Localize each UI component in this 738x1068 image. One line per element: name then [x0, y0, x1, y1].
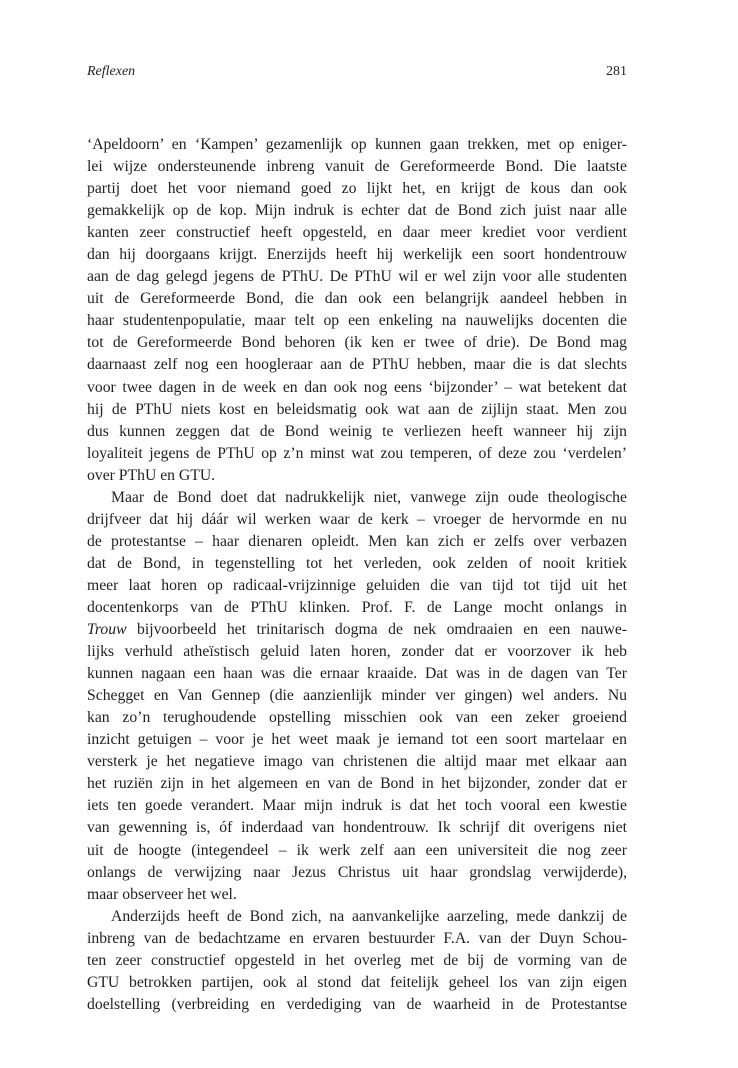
text-line: de protestantse – haar dienaren opleidt. Men kan zich er zelfs over verbazen	[87, 532, 627, 550]
text-line: dat de Bond, in tegenstelling tot het verleden, ook zelden of nooit kritiek	[87, 554, 627, 572]
text-line: inzicht getuigen – voor je het weet maak je iemand tot een soort martelaar en	[87, 731, 627, 749]
text-line: het ruziën zijn in het algemeen en van de Bond in het bijzonder, zonder dat er	[87, 775, 627, 793]
text-line: kunnen nagaan een haan was die ernaar kraaide. Dat was in de dagen van Ter	[87, 665, 627, 683]
text-line: daarnaast zelf nog een hoogleraar aan de PThU hebben, maar die is dat slechts	[87, 356, 627, 374]
text-line: iets ten goede verandert. Maar mijn indruk is dat het toch vooral een kwestie	[87, 797, 627, 815]
text-line: lijks verhuld atheïstisch geluid laten horen, zonder dat er voorzover ik heb	[87, 643, 627, 661]
text-line: Schegget en Van Gennep (die aanzienlijk minder ver gingen) wel anders. Nu	[87, 687, 627, 705]
text-line: uit de hoogte (integendeel – ik werk zelf aan een universiteit die nog zeer	[87, 841, 627, 859]
paragraph-3	[87, 906, 627, 1016]
page-number: 281	[606, 64, 627, 79]
paragraph-1	[87, 134, 627, 487]
text-line: maar observeer het wel.	[87, 885, 237, 903]
text-line: dan hij doorgaans krijgt. Enerzijds heeft hij werkelijk een soort hondentrouw	[87, 246, 627, 264]
running-head	[87, 64, 627, 84]
text-line: tot de Gereformeerde Bond behoren (ik ken er twee of drie). De Bond mag	[87, 334, 627, 352]
text-fragment: bijvoorbeeld het trinitarisch dogma de nek omdraaien en een nauwe-	[137, 621, 628, 639]
italic-word: Trouw	[87, 621, 127, 639]
text-line: ‘Apeldoorn’ en ‘Kampen’ gezamenlijk op kunnen gaan trekken, met op eniger-	[87, 136, 627, 153]
text-line: aan de dag gelegd jegens de PThU. De PThU wil er wel zijn voor alle studenten	[87, 268, 627, 286]
text-line: dus kunnen zeggen dat de Bond weinig te verliezen heeft wanneer hij zijn	[87, 422, 627, 440]
text-line: meer laat horen op radicaal-vrijzinnige geluiden die van tijd tot tijd uit het	[87, 576, 627, 594]
text-line: GTU betrokken partijen, ook al stond dat feitelijk geheel los van zijn eigen	[87, 973, 627, 991]
text-line: partij doet het voor niemand goed zo lijkt het, en krijgt de kous dan ook	[87, 180, 627, 198]
text-line: voor twee dagen in de week en dan ook nog eens ‘bijzonder’ – wat betekent dat	[87, 378, 627, 396]
text-line: Anderzijds heeft de Bond zich, na aanvankelijke aarzeling, mede dankzij de	[111, 907, 627, 925]
text-line: docentenkorps van de PThU klinken. Prof. F. de Lange mocht onlangs in	[87, 598, 627, 616]
text-line: onlangs de verwijzing naar Jezus Christus uit haar grondslag verwijderde),	[87, 863, 627, 881]
text-line: drijfveer dat hij dáár wil werken waar de kerk – vroeger de hervormde en nu	[87, 510, 627, 528]
text-line: haar studentenpopulatie, maar telt op een enkeling na nauwelijks docenten die	[87, 312, 627, 330]
text-line: van gewenning is, óf inderdaad van hondentrouw. Ik schrijf dit overigens niet	[87, 819, 627, 837]
text-line: over PThU en GTU.	[87, 466, 216, 484]
text-line: loyaliteit jegens de PThU op z’n minst wat zou temperen, of deze zou ‘verdelen’	[87, 444, 627, 462]
body-text	[87, 134, 627, 1016]
text-line: lei wijze ondersteunende inbreng vanuit de Gereformeerde Bond. Die laatste	[87, 158, 627, 176]
text-line: uit de Gereformeerde Bond, die dan ook een belangrijk aandeel hebben in	[87, 290, 627, 308]
paragraph-2	[87, 487, 627, 906]
text-line: Maar de Bond doet dat nadrukkelijk niet, vanwege zijn oude theologische	[111, 488, 627, 506]
text-line: ten zeer constructief opgesteld in het overleg met de bij de vorming van de	[87, 951, 627, 969]
running-title: Reflexen	[87, 64, 136, 79]
text-line: gemakkelijk op de kop. Mijn indruk is echter dat de Bond zich juist naar alle	[87, 202, 627, 220]
text-line: inbreng van de bedachtzame en ervaren bestuurder F.A. van der Duyn Schou-	[87, 929, 627, 947]
text-line: kan zo’n terughoudende opstelling misschien ook van een zeker groeiend	[87, 709, 627, 727]
text-line: kanten zeer constructief heeft opgesteld, en daar meer krediet voor verdient	[87, 224, 627, 242]
text-line: hij de PThU niets kost en beleidsmatig ook wat aan de zijlijn staat. Men zou	[87, 400, 627, 418]
text-line: versterk je het negatieve imago van christenen die altijd maar met elkaar aan	[87, 753, 627, 771]
text-line: doelstelling (verbreiding en verdediging van de waarheid in de Protestantse	[87, 995, 627, 1013]
text-line-with-italic	[87, 619, 627, 641]
